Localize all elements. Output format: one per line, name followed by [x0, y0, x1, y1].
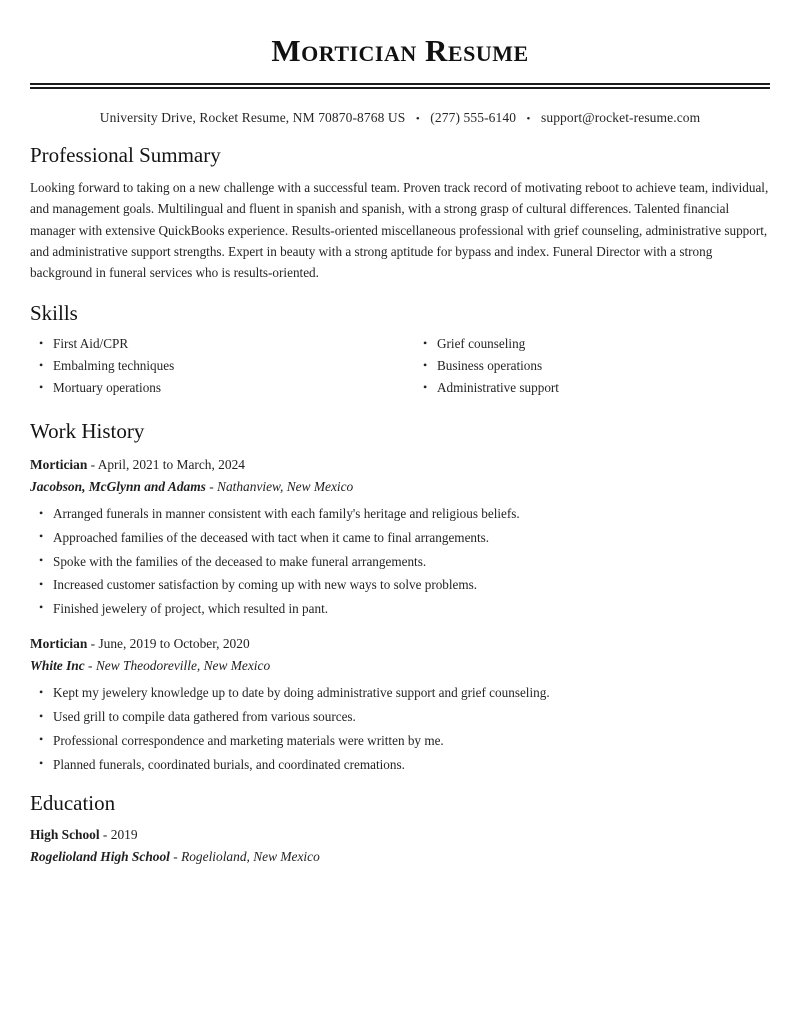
company-separator: -: [205, 478, 214, 494]
list-item: • Finished jewelery of project, which resulted in pant.: [53, 600, 770, 618]
work-entry: [30, 455, 770, 618]
section-skills: [30, 301, 770, 402]
education-school: Rogelioland High School: [30, 849, 170, 865]
list-item: • First Aid/CPR: [53, 335, 400, 353]
job-location: New Theodoreville, New Mexico: [95, 658, 271, 674]
education-entry: [30, 825, 770, 867]
work-entry-bullets: [30, 505, 770, 618]
list-item: • Embalming techniques: [53, 357, 400, 375]
section-heading-education: Education: [30, 790, 116, 815]
contact-email: support@rocket-resume.com: [540, 109, 701, 125]
section-heading-work-history: Work History: [30, 418, 145, 443]
work-entry-bullets: [30, 684, 770, 773]
list-item: • Business operations: [437, 357, 770, 375]
list-item: • Planned funerals, coordinated burials, and coordinated cremations.: [53, 756, 770, 774]
work-entry: [30, 634, 770, 774]
education-school-line: [30, 847, 770, 867]
work-entry-company-line: [30, 477, 770, 497]
list-item: • Approached families of the deceased with tact when it came to final arrangements.: [53, 529, 770, 547]
list-item: • Mortuary operations: [53, 379, 400, 397]
summary-paragraph: Looking forward to taking on a new challenge with a successful team. Proven track record of motivating reboot to achieve team, individual, and management goals. Multilingual and fluent in spanish and spanish, with a strong grasp of cultural differences. Talented financial manager with extensive QuickBooks experience. Results-oriented miscellaneous professional with grief counseling, administrative support, and administrative support strengths. Expert in beauty with a strong aptitude for bypass and index. Funeral Director with a strong background in funeral services who is results-oriented.: [30, 179, 769, 281]
skills-list-left: [30, 335, 400, 398]
work-entry-title-line: [30, 455, 770, 475]
list-item: • Grief counseling: [437, 335, 770, 353]
job-separator: -: [87, 456, 96, 472]
section-education: [30, 791, 770, 867]
job-title: Mortician: [30, 636, 88, 652]
section-heading-summary: Professional Summary: [30, 142, 221, 167]
education-year: 2019: [110, 826, 138, 842]
job-company: White Inc: [30, 658, 85, 674]
education-location: Rogelioland, New Mexico: [181, 849, 320, 865]
school-separator: -: [169, 849, 178, 865]
job-separator: -: [87, 636, 96, 652]
contact-separator-2: •: [526, 112, 531, 125]
job-location: Nathanview, New Mexico: [217, 478, 354, 494]
skills-column-left: [30, 335, 400, 402]
contact-phone: (277) 555-6140: [430, 109, 517, 125]
contact-separator-1: •: [415, 112, 420, 125]
section-professional-summary: [30, 143, 770, 284]
job-dates: April, 2021 to March, 2024: [97, 456, 245, 472]
job-company: Jacobson, McGlynn and Adams: [30, 478, 206, 494]
page-title: Mortician Resume: [271, 33, 529, 68]
section-work-history: [30, 419, 770, 774]
job-title: Mortician: [30, 456, 88, 472]
list-item: • Kept my jewelery knowledge up to date by doing administrative support and grief counseling.: [53, 684, 770, 702]
education-degree-line: [30, 825, 770, 845]
list-item: • Professional correspondence and marketing materials were written by me.: [53, 732, 770, 750]
list-item: • Arranged funerals in manner consistent with each family's heritage and religious beliefs.: [53, 505, 770, 523]
education-degree: High School: [30, 826, 100, 842]
header-divider: [30, 83, 770, 89]
contact-info: [30, 110, 770, 126]
skills-columns: [30, 335, 770, 402]
job-dates: June, 2019 to October, 2020: [98, 636, 250, 652]
company-separator: -: [84, 658, 93, 674]
work-entry-company-line: [30, 656, 770, 676]
divider-line-bottom: [30, 87, 770, 89]
work-entry-title-line: [30, 634, 770, 654]
contact-address: University Drive, Rocket Resume, NM 70870-8768 US: [99, 109, 406, 125]
education-separator: -: [99, 826, 108, 842]
list-item: • Increased customer satisfaction by coming up with new ways to solve problems.: [53, 576, 770, 594]
list-item: • Spoke with the families of the deceased to make funeral arrangements.: [53, 553, 770, 571]
list-item: • Administrative support: [437, 379, 770, 397]
section-heading-skills: Skills: [30, 300, 78, 325]
skills-column-right: [400, 335, 770, 402]
list-item: • Used grill to compile data gathered from various sources.: [53, 708, 770, 726]
skills-list-right: [414, 335, 770, 398]
